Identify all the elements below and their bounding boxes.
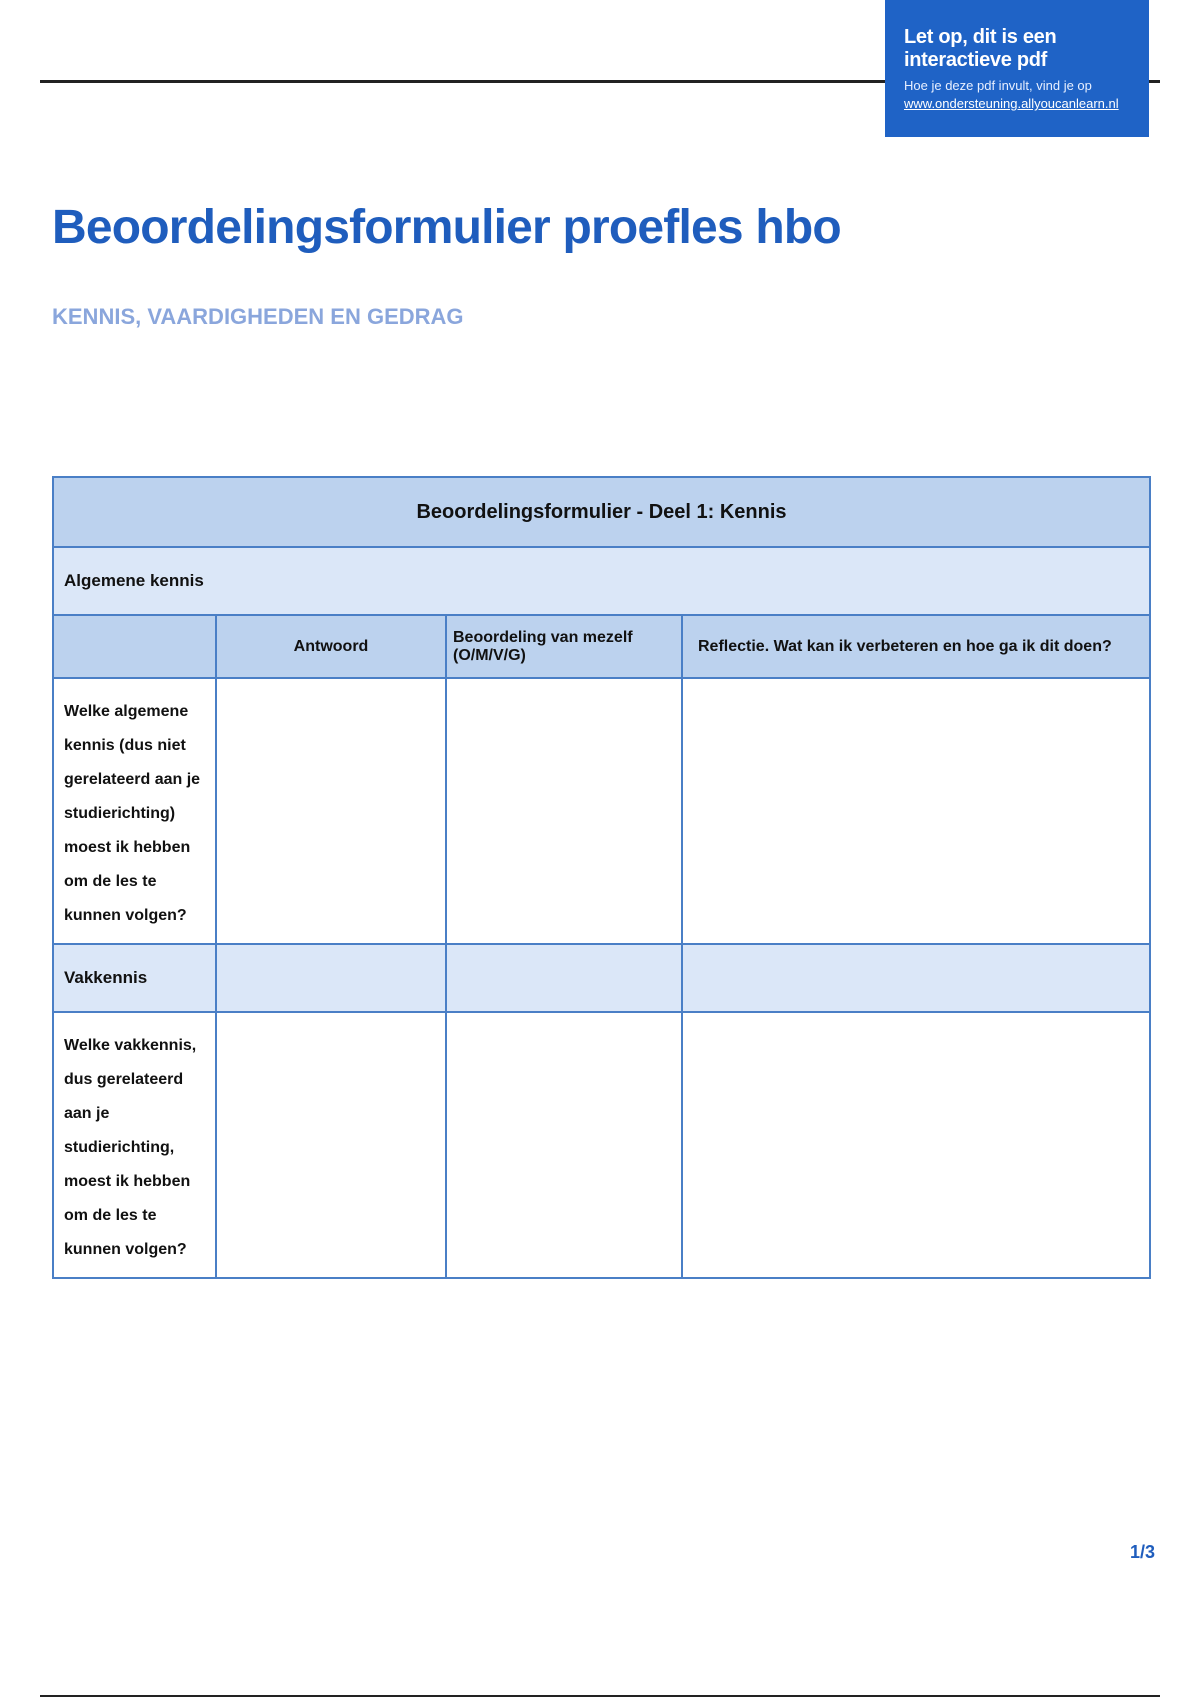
table-row (53, 944, 1150, 1012)
column-header-answer: Antwoord (216, 615, 446, 678)
section-subject-cell (682, 944, 1150, 1012)
table-row (53, 1012, 1150, 1278)
notice-text: Hoe je deze pdf invult, vind je op (904, 78, 1092, 93)
assessment-form-table (52, 476, 1151, 1279)
document-title: Beoordelingsformulier proefles hbo (52, 201, 841, 254)
section-subject-cell (216, 944, 446, 1012)
column-header-empty (53, 615, 216, 678)
document-subtitle: KENNIS, VAARDIGHEDEN EN GEDRAG (52, 304, 464, 329)
answer-field-general[interactable] (216, 678, 446, 944)
question-subject-knowledge: Welke vakkennis, dus gerelateerd aan je studierichting, moest ik hebben om de les te kunnen volgen? (53, 1012, 216, 1278)
column-header-reflection: Reflectie. Wat kan ik verbeteren en hoe ga ik dit doen? (682, 615, 1150, 678)
section-subject-cell (446, 944, 682, 1012)
answer-field-subject[interactable] (216, 1012, 446, 1278)
table-row (53, 678, 1150, 944)
support-link[interactable]: www.ondersteuning.allyoucanlearn.nl (904, 96, 1119, 111)
column-header-self-assessment: Beoordeling van mezelf (O/M/V/G) (446, 615, 682, 678)
self-assessment-field-general[interactable] (446, 678, 682, 944)
page-number: 1/3 (1130, 1542, 1156, 1562)
question-general-knowledge: Welke algemene kennis (dus niet gerelateerd aan je studierichting) moest ik hebben om de les te kunnen volgen? (53, 678, 216, 944)
section-general-knowledge: Algemene kennis (53, 547, 1150, 615)
footer-rule (40, 1695, 1160, 1697)
reflection-field-general[interactable] (682, 678, 1150, 944)
table-title: Beoordelingsformulier - Deel 1: Kennis (53, 477, 1150, 547)
section-subject-knowledge: Vakkennis (53, 944, 216, 1012)
self-assessment-field-subject[interactable] (446, 1012, 682, 1278)
interactive-pdf-notice (885, 0, 1149, 137)
reflection-field-subject[interactable] (682, 1012, 1150, 1278)
notice-title: Let op, dit is een interactieve pdf (904, 26, 1057, 71)
